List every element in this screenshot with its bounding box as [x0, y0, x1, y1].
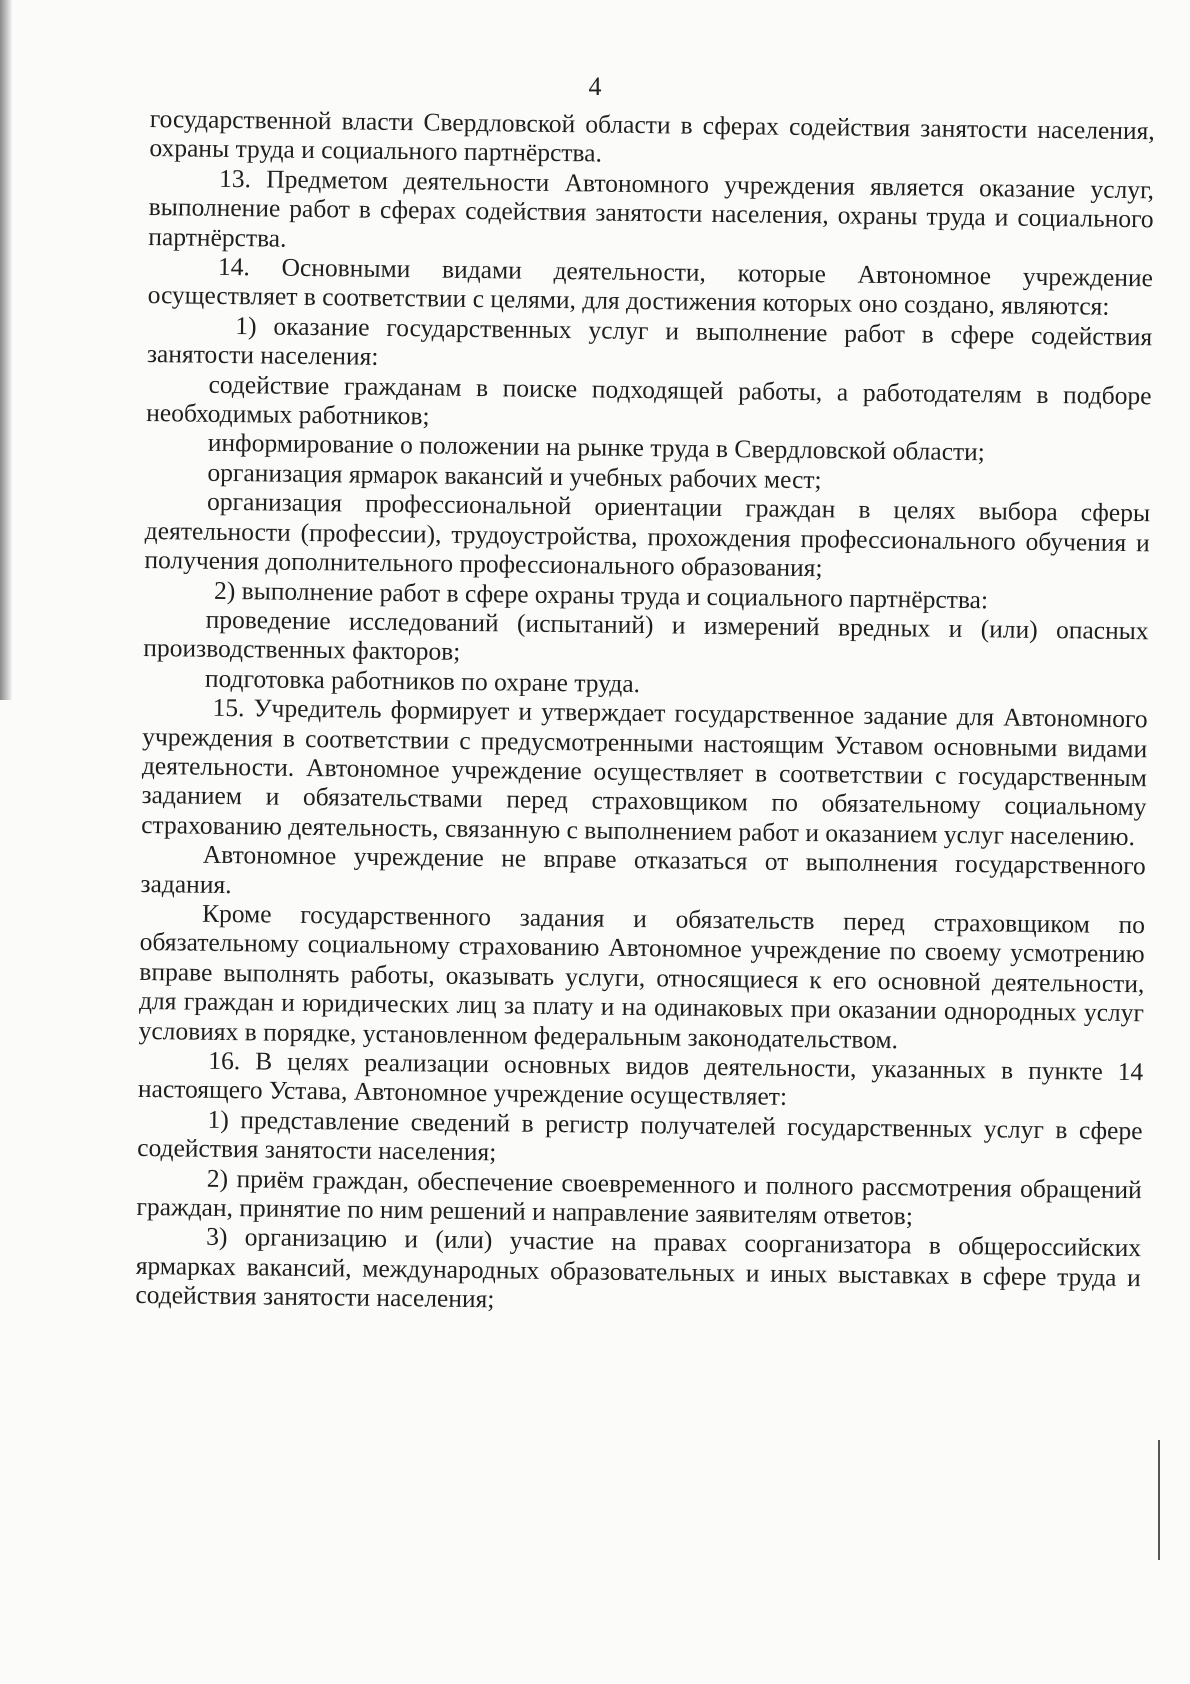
paragraph: содействие гражданам в поиске подходящей работы, а работодателям в подборе необходимых работников; [146, 369, 1152, 431]
paragraph: 2) приём граждан, обеспечение своевременного и полного рассмотрения обращений граждан, принятие по ним решений и направление заявителям ответов; [136, 1163, 1142, 1231]
paragraph: 2) выполнение работ в сфере охраны труда и социального партнёрства: [213, 575, 989, 614]
scan-edge-right [1158, 1440, 1160, 1560]
paragraph: Автономное учреждение не вправе отказаться от выполнения государственного задания. [140, 839, 1146, 899]
paragraph: 13. Предметом деятельности Автономного учреждения является оказание услуг, выполнение работ в сферах содействия занятости населения, охраны труда и социального партнёрства. [148, 163, 1155, 253]
paragraph: 16. В целях реализации основных видов деятельности, указанных в пункте 14 настоящего Устава, Автономное учреждение осуществляет: [137, 1045, 1144, 1112]
paragraph: 15. Учредитель формирует и утверждает государственное задание для Автономного учреждения в соответствии с предусмотренными настоящим Уставом основными видами деятельности. Автономное учреждение осуществляет в соответствии с государственным заданием и обязательствами перед страховщиком по обязательному социальному страхованию деятельность, связанную с выполнением работ и оказанием услуг населению. [141, 692, 1148, 851]
paragraph: организация профессиональной ориентации граждан в целях выбора сферы деятельности (профессии), трудоустройства, прохождения профессионального обучения и получения дополнительного профессионального образования; [144, 487, 1151, 583]
paragraph: 3) организацию и (или) участие на правах соорганизатора в общероссийских ярмарках вакансий, международных образовательных и иных выставках в сфере труда и содействия занятости населения; [135, 1222, 1142, 1314]
paragraph: проведение исследований (испытаний) и измерений вредных и (или) опасных производственных факторов; [143, 604, 1149, 667]
paragraph: Кроме государственного задания и обязательств перед страховщиком по обязательному социальному страхованию Автономное учреждение по своему усмотрению вправе выполнять работы, оказывать услуги, относящиеся к его основной деятельности, для граждан и юридических лиц за плату и на одинаковых при оказании однородных услуг условиях в порядке, установленном федеральным законодательством. [138, 898, 1146, 1054]
page-number: 4 [588, 72, 602, 101]
scan-edge-left [0, 0, 12, 700]
paragraph: информирование о положении на рынке труда в Свердловской области; [207, 428, 986, 467]
paragraph: подготовка работников по охране труда. [204, 663, 641, 698]
paragraph: государственной власти Свердловской области в сферах содействия занятости населения, охраны труда и социального партнёрства. [149, 104, 1155, 168]
paragraph: 1) оказание государственных услуг и выполнение работ в сфере содействия занятости населения: [146, 310, 1153, 372]
document-body [135, 104, 1155, 1322]
paragraph: 1) представление сведений в регистр получателей государственных услуг в сфере содействия занятости населения; [137, 1104, 1143, 1167]
paragraph: организация ярмарок вакансий и учебных рабочих мест; [207, 457, 822, 495]
paragraph: 14. Основными видами деятельности, которые Автономное учреждение осуществляет в соответствии с целями, для достижения которых оно создано, являются: [147, 251, 1154, 322]
